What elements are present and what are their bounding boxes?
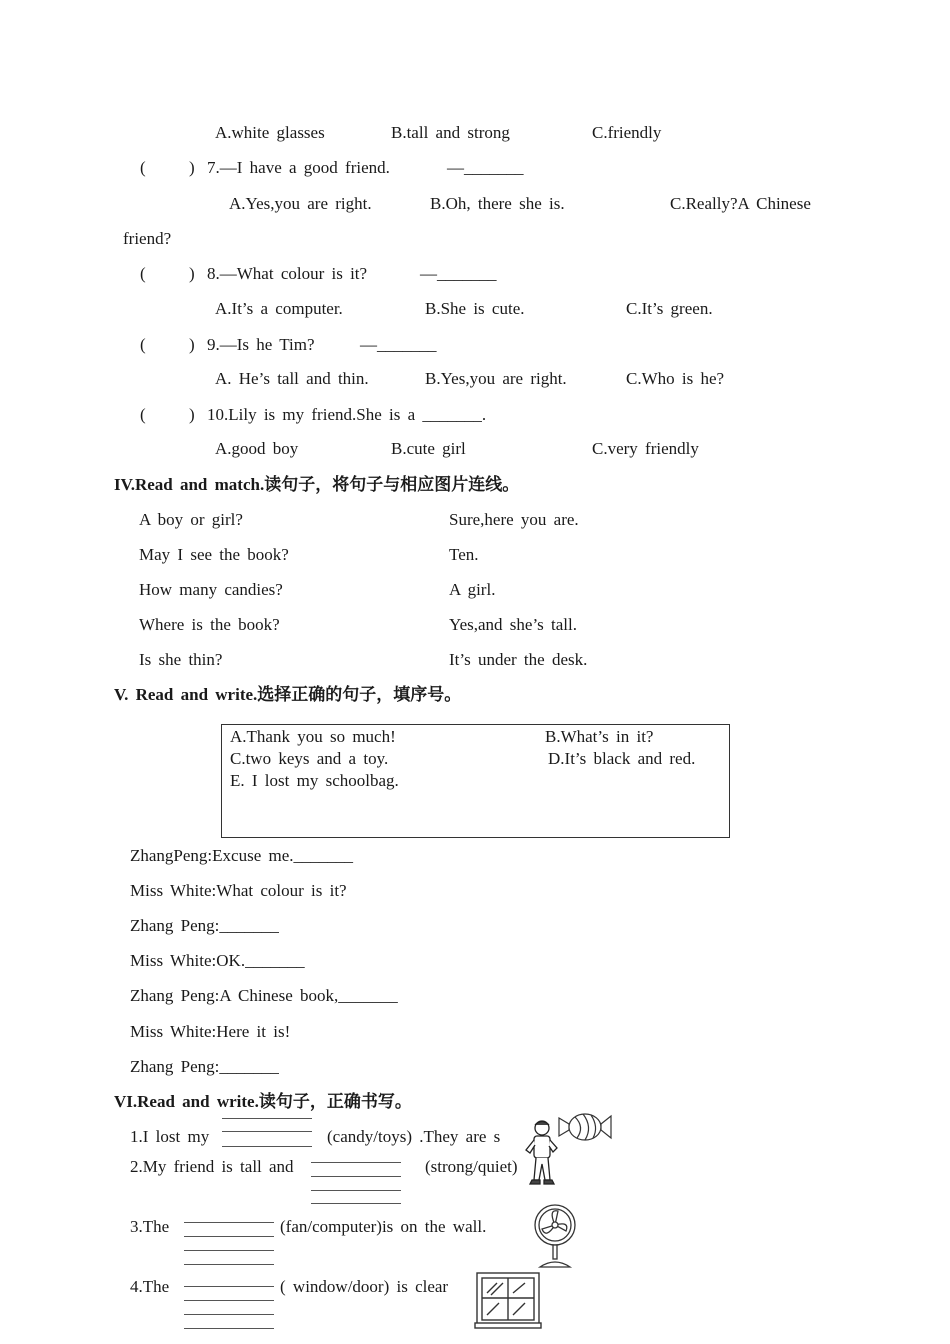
writing-line [184, 1328, 274, 1329]
writing-line [222, 1118, 312, 1119]
q9-option-c: C.Who is he? [626, 369, 725, 388]
sentence-4-text: ( window/door) is clear [280, 1277, 449, 1296]
writing-line [311, 1162, 401, 1163]
q8-option-b: B.She is cute. [425, 299, 525, 318]
q6-option-c: C.friendly [592, 123, 662, 142]
dialogue-line: Zhang Peng:A Chinese book,_______ [130, 986, 398, 1005]
q7-answer: —_______ [447, 158, 524, 177]
sentence-4-start: 4.The [130, 1277, 170, 1296]
writing-line [184, 1314, 274, 1315]
match-right-item: Ten. [449, 545, 479, 564]
dialogue-line: Miss White:OK._______ [130, 951, 305, 970]
q7-option-b: B.Oh, there she is. [430, 194, 565, 213]
box-option-b: B.What’s in it? [545, 727, 654, 746]
q9-answer: —_______ [360, 335, 437, 354]
sentence-1-text: (candy/toys) .They are s [327, 1127, 501, 1146]
q10-option-b: B.cute girl [391, 439, 466, 458]
q9-paren-close: ) [189, 335, 195, 354]
box-option-e: E. I lost my schoolbag. [230, 771, 399, 790]
q7-stem: 7.—I have a good friend. [207, 158, 390, 177]
sentence-1-start: 1.I lost my [130, 1127, 210, 1146]
section5-heading: V. Read and write.选择正确的句子，填序号。 [114, 685, 462, 704]
sentence-2-start: 2.My friend is tall and [130, 1157, 294, 1176]
q6-option-a: A.white glasses [215, 123, 325, 142]
writing-line [222, 1131, 312, 1132]
writing-line [184, 1222, 274, 1223]
q7-option-c-cont: friend? [123, 229, 172, 248]
section4-heading: IV.Read and match.读句子，将句子与相应图片连线。 [114, 475, 520, 494]
q10-option-a: A.good boy [215, 439, 299, 458]
writing-line [311, 1203, 401, 1204]
q8-answer: —_______ [420, 264, 497, 283]
q7-paren-open: ( [140, 158, 146, 177]
box-option-c: C.two keys and a toy. [230, 749, 389, 768]
writing-line [311, 1190, 401, 1191]
writing-line [184, 1286, 274, 1287]
q9-option-a: A. He’s tall and thin. [215, 369, 369, 388]
dialogue-line: Zhang Peng:_______ [130, 916, 279, 935]
dialogue-line: Miss White:Here it is! [130, 1022, 291, 1041]
match-right-item: Yes,and she’s tall. [449, 615, 577, 634]
writing-line [184, 1250, 274, 1251]
match-right-item: A girl. [449, 580, 496, 599]
q8-paren-close: ) [189, 264, 195, 283]
q7-option-c: C.Really?A Chinese [670, 194, 811, 213]
match-left-item: May I see the book? [139, 545, 289, 564]
dialogue-line: Miss White:What colour is it? [130, 881, 347, 900]
match-left-item: A boy or girl? [139, 510, 243, 529]
sentence-3-text: (fan/computer)is on the wall. [280, 1217, 487, 1236]
match-right-item: It’s under the desk. [449, 650, 588, 669]
box-option-a: A.Thank you so much! [230, 727, 396, 746]
q9-paren-open: ( [140, 335, 146, 354]
q8-option-c: C.It’s green. [626, 299, 713, 318]
window-icon [475, 1271, 541, 1329]
writing-line [222, 1146, 312, 1147]
q7-paren-close: ) [189, 158, 195, 177]
candy-icon [555, 1108, 615, 1146]
q8-stem: 8.—What colour is it? [207, 264, 368, 283]
writing-line [184, 1300, 274, 1301]
sentence-2-text: (strong/quiet) [425, 1157, 518, 1176]
q10-paren-close: ) [189, 405, 195, 424]
q9-stem: 9.—Is he Tim? [207, 335, 315, 354]
section6-heading: VI.Read and write.读句子，正确书写。 [114, 1092, 412, 1111]
match-left-item: How many candies? [139, 580, 283, 599]
q10-paren-open: ( [140, 405, 146, 424]
dialogue-line: Zhang Peng:_______ [130, 1057, 279, 1076]
writing-line [311, 1176, 401, 1177]
fan-icon [532, 1201, 578, 1271]
q10-option-c: C.very friendly [592, 439, 699, 458]
q10-stem: 10.Lily is my friend.She is a _______. [207, 405, 487, 424]
match-right-item: Sure,here you are. [449, 510, 579, 529]
q8-option-a: A.It’s a computer. [215, 299, 343, 318]
writing-line [184, 1236, 274, 1237]
q6-option-b: B.tall and strong [391, 123, 510, 142]
writing-line [184, 1264, 274, 1265]
box-option-d: D.It’s black and red. [548, 749, 696, 768]
sentence-3-start: 3.The [130, 1217, 170, 1236]
match-left-item: Where is the book? [139, 615, 280, 634]
q8-paren-open: ( [140, 264, 146, 283]
dialogue-line: ZhangPeng:Excuse me._______ [130, 846, 354, 865]
q7-option-a: A.Yes,you are right. [229, 194, 372, 213]
match-left-item: Is she thin? [139, 650, 223, 669]
q9-option-b: B.Yes,you are right. [425, 369, 567, 388]
